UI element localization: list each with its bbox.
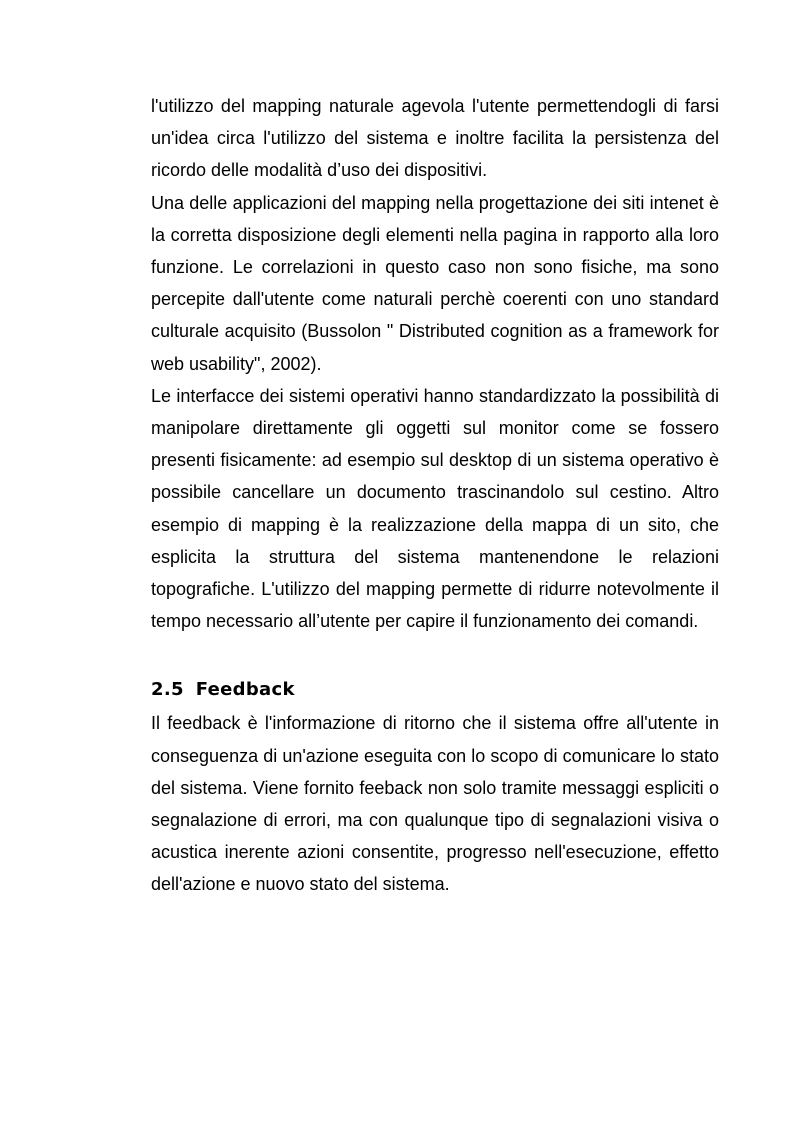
section-heading [151, 674, 719, 706]
paragraph-mapping-natural: l'utilizzo del mapping naturale agevola l'utente permettendogli di farsi un'idea circa l'utilizzo del sistema e inoltre facilita la persistenza del ricordo delle modalità d’uso dei dispositivi. [151, 96, 719, 181]
paragraph-mapping-web: Una delle applicazioni del mapping nella progettazione dei siti intenet è la corretta disposizione degli elementi nella pagina in rapporto alla loro funzione. Le correlazioni in questo caso non sono fisiche, ma sono percepite dall'utente come naturali perchè coerenti con uno standard culturale acquisito (Bussolon " Distributed cognition as a framework for web usability", 2002). [151, 192, 719, 374]
section-number: 2.5 [151, 679, 184, 701]
document-page [151, 90, 719, 901]
paragraph-mapping-os: Le interfacce dei sistemi operativi hanno standardizzato la possibilità di manipolare direttamente gli oggetti sul monitor come se fossero presenti fisicamente: ad esempio sul desktop di un sistema operativo è possibile cancellare un documento trascinandolo sul cestino. Altro esempio di mapping è la realizzazione della mappa di un sito, che esplicita la struttura del sistema mantenendone le relazioni topografiche. L'utilizzo del mapping permette di ridurre notevolmente il tempo necessario all’utente per capire il funzionamento dei comandi. [151, 385, 719, 632]
section-title: Feedback [195, 679, 295, 701]
paragraph-feedback: Il feedback è l'informazione di ritorno che il sistema offre all'utente in conseguenza di un'azione eseguita con lo scopo di comunicare lo stato del sistema. Viene fornito feeback non solo tramite messaggi espliciti o segnalazione di errori, ma con qualunque tipo di segnalazioni visiva o acustica inerente azioni consentite, progresso nell'esecuzione, effetto dell'azione e nuovo stato del sistema. [151, 713, 719, 895]
